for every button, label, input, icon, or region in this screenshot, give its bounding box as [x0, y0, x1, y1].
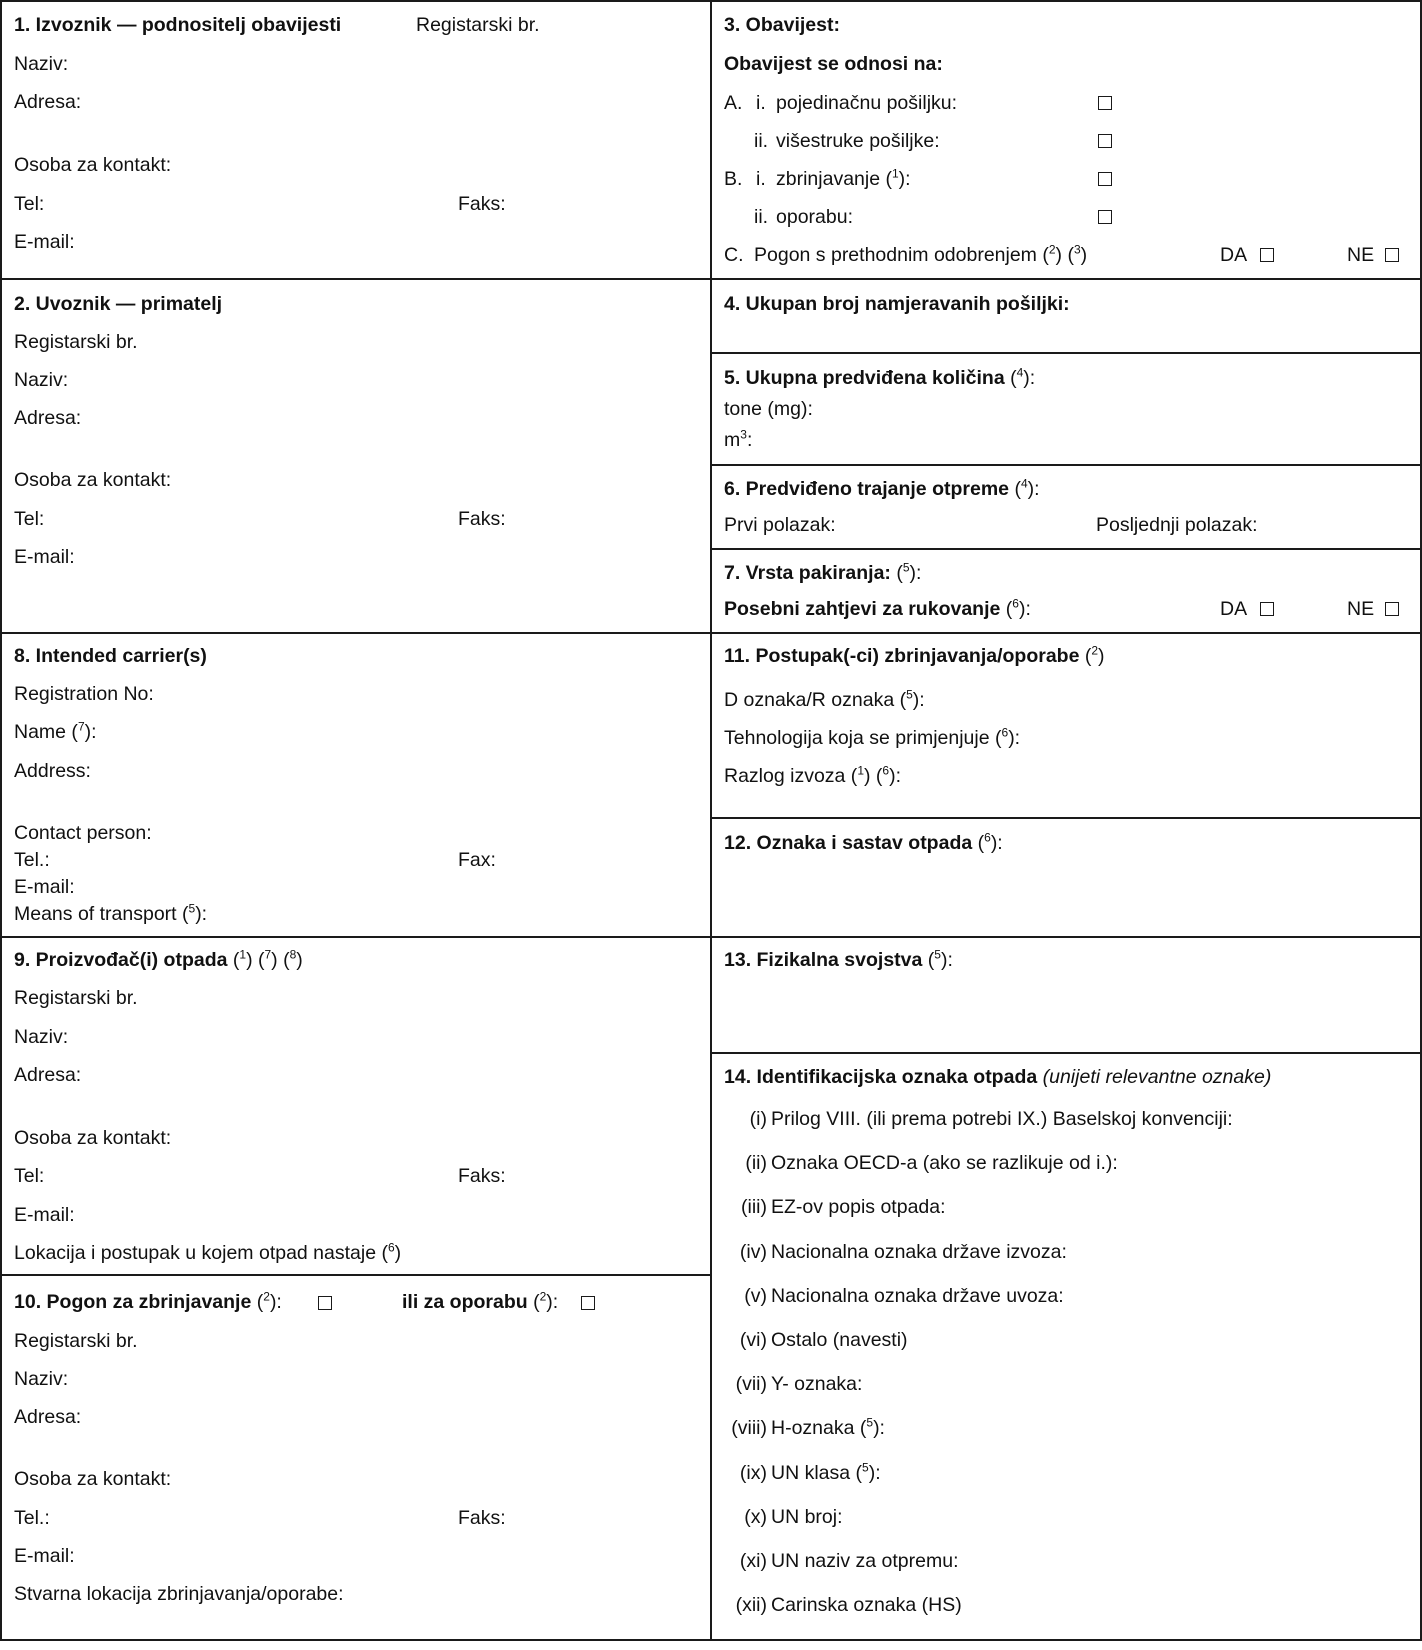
section-9-title: 9. Proizvođač(i) otpada ($^1$) ($^7$) ($^8$) — [14, 947, 303, 971]
section-3-notification — [710, 0, 1422, 280]
option-a-letter: A. — [724, 92, 743, 114]
special-handling-label: Posebni zahtjevi za rukovanje ($^6$): — [724, 596, 1031, 620]
d-r-code-label: D oznaka/R oznaka ($^5$): — [724, 687, 925, 711]
exporter-registration-label: Registarski br. — [416, 14, 540, 36]
producer-registration-label: Registarski br. — [14, 987, 138, 1009]
option-a-ii-label: višestruke pošiljke: — [776, 130, 940, 152]
importer-address-label: Adresa: — [14, 407, 82, 429]
technology-label: Tehnologija koja se primjenjuje ($^6$): — [724, 725, 1021, 749]
producer-tel-label: Tel: — [14, 1165, 45, 1187]
carrier-tel-label: Tel.: — [14, 849, 50, 871]
section-5-quantity — [710, 352, 1422, 466]
exporter-name-label: Naziv: — [14, 53, 69, 75]
exporter-tel-label: Tel: — [14, 193, 45, 215]
multiple-shipments-checkbox[interactable] — [1098, 134, 1112, 148]
section-5-title: 5. Ukupna predviđena količina ($^4$): — [724, 365, 1036, 389]
identification-item-number: (i) — [749, 1108, 767, 1130]
identification-item-number: (v) — [744, 1284, 767, 1307]
importer-email-label: E-mail: — [14, 546, 75, 568]
exporter-contact-label: Osoba za kontakt: — [14, 154, 172, 176]
producer-location-label: Lokacija i postupak u kojem otpad nastaje ($^6$) — [14, 1240, 402, 1264]
identification-item-label: Carinska oznaka (HS) — [771, 1594, 962, 1617]
option-c-letter: C. — [724, 244, 744, 266]
option-b-i-label: zbrinjavanje ($^1$): — [776, 166, 911, 190]
carrier-contact-label: Contact person: — [14, 822, 152, 844]
section-2-title: 2. Uvoznik — primatelj — [14, 293, 223, 315]
identification-item-number: (xii) — [735, 1594, 767, 1617]
facility-address-label: Adresa: — [14, 1406, 82, 1428]
identification-item-number: (vi) — [739, 1329, 767, 1351]
option-b-letter: B. — [724, 168, 743, 190]
facility-fax-label: Faks: — [458, 1507, 506, 1529]
facility-contact-label: Osoba za kontakt: — [14, 1468, 172, 1490]
identification-item-number: (ii) — [745, 1152, 767, 1175]
producer-name-label: Naziv: — [14, 1026, 69, 1048]
section-6-period — [710, 464, 1422, 550]
importer-name-label: Naziv: — [14, 369, 69, 391]
disposal-option-checkbox[interactable] — [1098, 172, 1112, 186]
importer-registration-label: Registarski br. — [14, 331, 138, 353]
section-3-subtitle: Obavijest se odnosi na: — [724, 53, 943, 75]
pre-consented-yes-checkbox[interactable] — [1260, 248, 1274, 262]
identification-item-number: (xi) — [739, 1550, 767, 1572]
section-12-title: 12. Oznaka i sastav otpada ($^6$): — [724, 830, 1003, 854]
section-9-producers — [0, 936, 712, 1276]
option-c-label: Pogon s prethodnim odobrenjem ($^2$) ($^3$) — [754, 242, 1088, 266]
option-a-i-label: pojedinačnu pošiljku: — [776, 92, 958, 114]
section-14-identification — [710, 1052, 1422, 1641]
disposal-checkbox[interactable] — [318, 1296, 332, 1310]
carrier-fax-label: Fax: — [458, 849, 496, 871]
option-b-ii-num: ii. — [754, 206, 769, 228]
identification-item-label: UN broj: — [771, 1505, 843, 1528]
identification-item-label: Nacionalna oznaka države uvoza: — [771, 1284, 1064, 1307]
identification-item-number: (vii) — [735, 1373, 767, 1396]
importer-fax-label: Faks: — [458, 508, 506, 530]
section-11-operations — [710, 632, 1422, 819]
section-6-title: 6. Predviđeno trajanje otpreme ($^4$): — [724, 476, 1040, 500]
importer-contact-label: Osoba za kontakt: — [14, 469, 172, 491]
section-10-title: 10. Pogon za zbrinjavanje ($^2$): — [14, 1289, 282, 1313]
recovery-label: ili za oporabu ($^2$): — [402, 1289, 559, 1313]
section-11-title: 11. Postupak(-ci) zbrinjavanja/oporabe ($^2$) — [724, 643, 1105, 667]
exporter-fax-label: Faks: — [458, 193, 506, 215]
section-7-title: 7. Vrsta pakiranja: ($^5$): — [724, 560, 922, 584]
facility-registration-label: Registarski br. — [14, 1330, 138, 1352]
quantity-tonnes-label: tone (mg): — [724, 398, 813, 420]
section-2-importer — [0, 278, 712, 634]
carrier-name-label: Name ($^7$): — [14, 719, 97, 743]
identification-item-label: EZ-ov popis otpada: — [771, 1196, 946, 1219]
section-10-facility — [0, 1274, 712, 1641]
carrier-registration-label: Registration No: — [14, 683, 154, 705]
carrier-address-label: Address: — [14, 760, 91, 782]
first-departure-label: Prvi polazak: — [724, 514, 836, 536]
special-handling-no-checkbox[interactable] — [1385, 602, 1399, 616]
identification-item-number: (iii) — [741, 1196, 767, 1219]
section-1-exporter — [0, 0, 712, 280]
producer-email-label: E-mail: — [14, 1204, 75, 1226]
identification-item-label: Prilog VIII. (ili prema potrebi IX.) Baselskoj konvenciji: — [771, 1108, 1233, 1130]
section-4-title: 4. Ukupan broj namjeravanih pošiljki: — [724, 293, 1070, 315]
producer-contact-label: Osoba za kontakt: — [14, 1127, 172, 1149]
section-14-title: 14. Identifikacijska oznaka otpada (unijeti relevantne oznake) — [724, 1066, 1272, 1088]
exporter-email-label: E-mail: — [14, 231, 75, 253]
option-b-i-num: i. — [756, 168, 766, 190]
section-8-carriers — [0, 632, 712, 938]
facility-email-label: E-mail: — [14, 1545, 75, 1567]
quantity-m3-label: $m^3$: — [724, 427, 753, 451]
pre-consented-no-label: NE — [1347, 244, 1375, 266]
carrier-email-label: E-mail: — [14, 876, 75, 898]
section-7-packaging — [710, 548, 1422, 634]
carrier-transport-label: Means of transport ($^5$): — [14, 901, 208, 925]
section-13-physical — [710, 936, 1422, 1054]
identification-item-label: H-oznaka ($^5$): — [771, 1415, 885, 1440]
section-8-title: 8. Intended carrier(s) — [14, 645, 207, 667]
facility-name-label: Naziv: — [14, 1368, 69, 1390]
identification-item-number: (ix) — [739, 1461, 767, 1484]
last-departure-label: Posljednji polazak: — [1096, 514, 1258, 536]
option-b-ii-label: oporabu: — [776, 206, 853, 228]
section-4-total-shipments — [710, 278, 1422, 354]
section-1-title: 1. Izvoznik — podnositelj obavijesti — [14, 14, 342, 36]
identification-item-number: (viii) — [731, 1417, 767, 1440]
option-a-ii-num: ii. — [754, 130, 769, 152]
identification-item-label: Ostalo (navesti) — [771, 1329, 908, 1351]
facility-tel-label: Tel.: — [14, 1507, 50, 1529]
identification-item-label: Y- oznaka: — [771, 1373, 863, 1396]
single-shipment-checkbox[interactable] — [1098, 96, 1112, 110]
section-13-title: 13. Fizikalna svojstva ($^5$): — [724, 947, 953, 971]
exporter-address-label: Adresa: — [14, 91, 82, 113]
pre-consented-no-checkbox[interactable] — [1385, 248, 1399, 262]
identification-item-label: Nacionalna oznaka države izvoza: — [771, 1240, 1067, 1263]
importer-tel-label: Tel: — [14, 508, 45, 530]
identification-item-label: UN naziv za otpremu: — [771, 1550, 959, 1572]
recovery-checkbox[interactable] — [581, 1296, 595, 1310]
facility-location-label: Stvarna lokacija zbrinjavanja/oporabe: — [14, 1583, 344, 1605]
option-a-i-num: i. — [756, 92, 766, 114]
section-12-composition — [710, 817, 1422, 938]
identification-item-number: (x) — [744, 1505, 767, 1528]
special-handling-yes-label: DA — [1220, 598, 1248, 620]
identification-item-number: (iv) — [739, 1240, 767, 1263]
special-handling-yes-checkbox[interactable] — [1260, 602, 1274, 616]
section-3-title: 3. Obavijest: — [724, 14, 840, 36]
pre-consented-yes-label: DA — [1220, 244, 1248, 266]
producer-address-label: Adresa: — [14, 1064, 82, 1086]
special-handling-no-label: NE — [1347, 598, 1375, 620]
identification-item-label: UN klasa ($^5$): — [771, 1460, 881, 1484]
producer-fax-label: Faks: — [458, 1165, 506, 1187]
recovery-option-checkbox[interactable] — [1098, 210, 1112, 224]
identification-item-label: Oznaka OECD-a (ako se razlikuje od i.): — [771, 1152, 1118, 1175]
export-reason-label: Razlog izvoza ($^1$) ($^6$): — [724, 763, 902, 787]
